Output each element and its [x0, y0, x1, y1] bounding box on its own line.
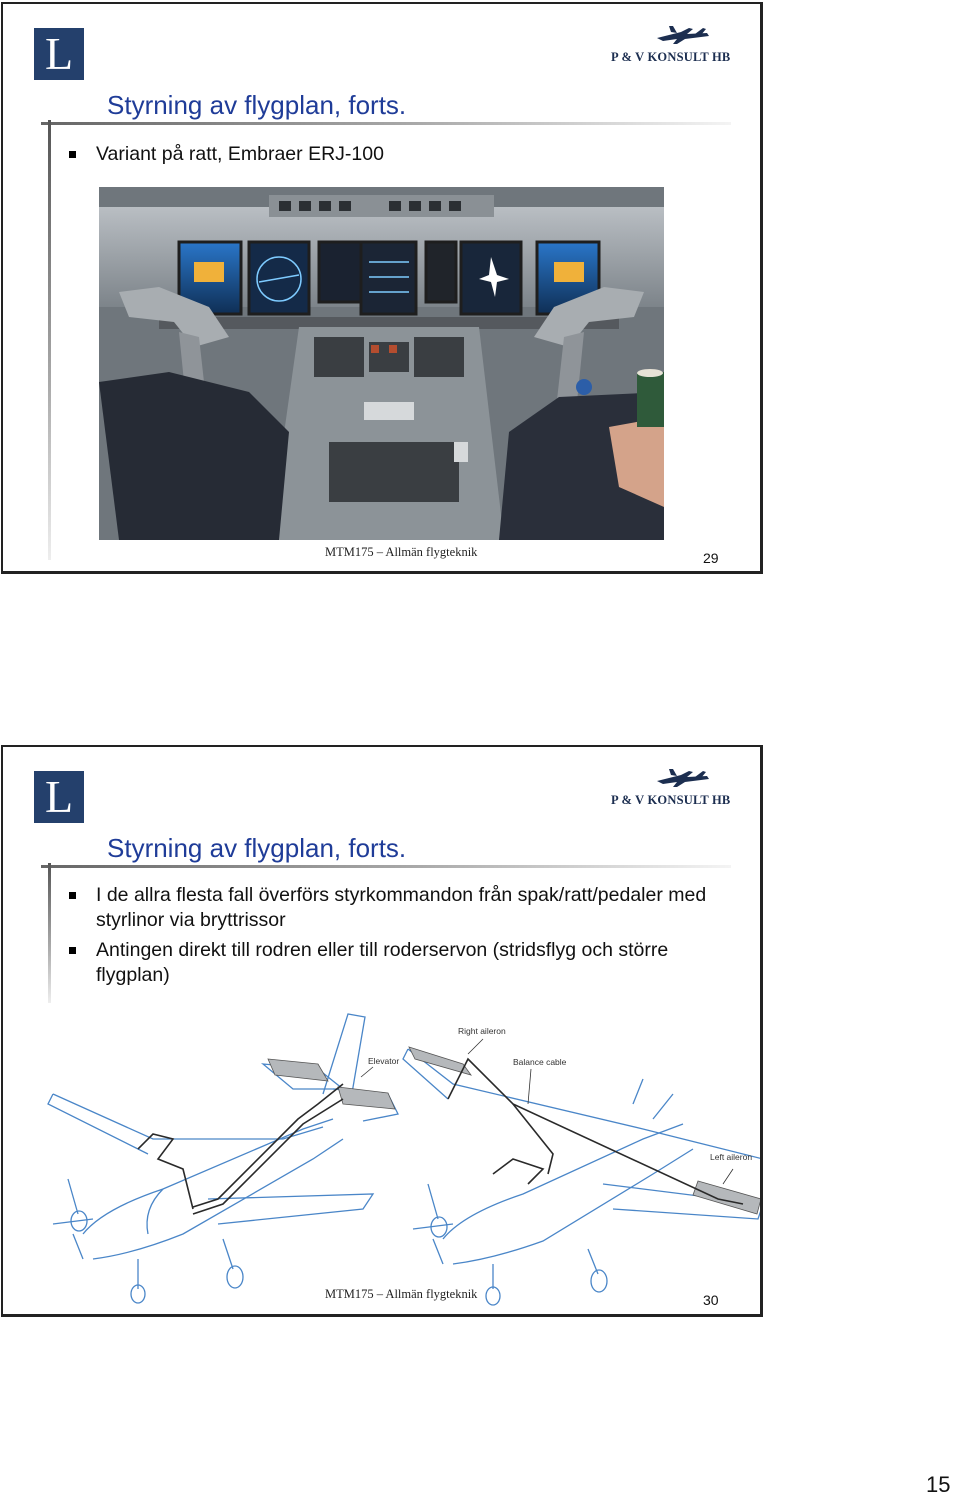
divider	[41, 122, 731, 125]
bullet-icon	[69, 892, 76, 899]
divider	[48, 120, 51, 560]
footer-course: MTM175 – Allmän flygteknik	[325, 1287, 478, 1301]
slide-page-number: 30	[703, 1292, 719, 1308]
slide-29	[1, 2, 763, 574]
bullet-text: I de allra flesta fall överförs styrkommandon från spak/ratt/pedaler med styrlinor via bryttrissor	[96, 884, 707, 931]
label-elevator: Elevator	[368, 1056, 400, 1066]
slide-page-number: 29	[703, 550, 719, 566]
label-left-aileron: Left aileron	[710, 1152, 753, 1162]
cockpit-photo	[99, 187, 664, 540]
slide-30	[1, 745, 763, 1317]
label-balance-cable: Balance cable	[513, 1057, 567, 1067]
bullet-list	[69, 142, 719, 172]
company-name: P & V KONSULT HB	[611, 793, 731, 807]
slide-title: Styrning av flygplan, forts.	[107, 833, 407, 863]
footer-course: MTM175 – Allmän flygteknik	[325, 545, 478, 559]
university-logo: L	[34, 28, 84, 80]
divider	[41, 865, 731, 868]
university-logo: L	[34, 771, 84, 823]
bullet-icon	[69, 947, 76, 954]
label-right-aileron: Right aileron	[458, 1026, 506, 1036]
bullet-text: Antingen direkt till rodren eller till roderservon (stridsflyg och större flygplan)	[96, 939, 669, 986]
company-name: P & V KONSULT HB	[611, 50, 731, 64]
bullet-icon	[69, 151, 76, 158]
divider	[48, 863, 51, 1003]
bullet-list	[69, 883, 719, 993]
slide-title: Styrning av flygplan, forts.	[107, 90, 407, 120]
control-cable-diagram	[43, 1009, 763, 1309]
bullet-item	[69, 142, 719, 167]
document-page-number: 15	[926, 1472, 951, 1497]
bullet-item	[69, 938, 719, 988]
bullet-text: Variant på ratt, Embraer ERJ-100	[96, 143, 384, 165]
bullet-item	[69, 883, 719, 933]
